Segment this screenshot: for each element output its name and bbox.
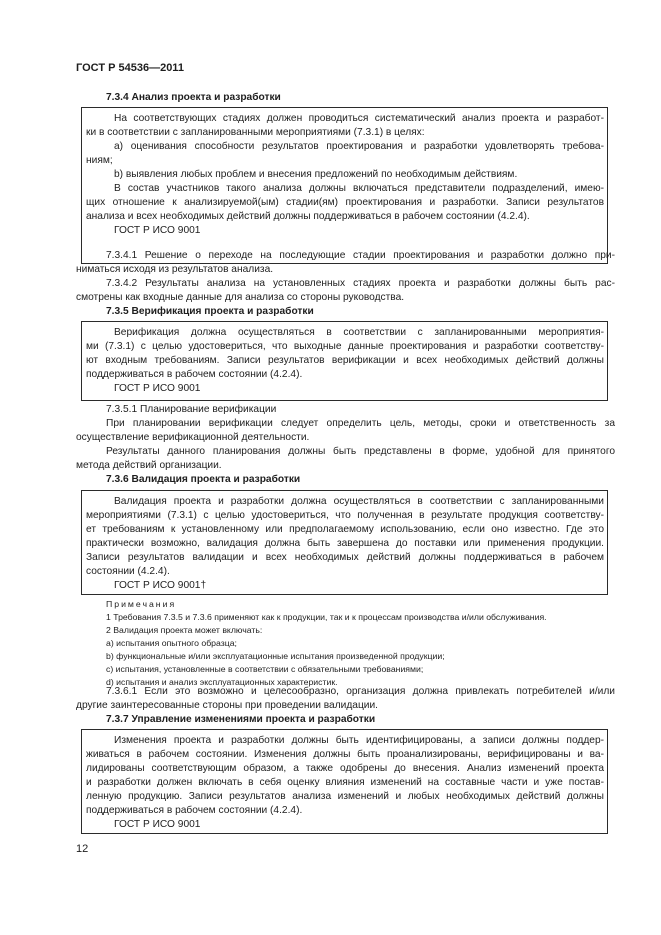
box-line: ют входным требованиям. Записи результатов верификации и всех необходимых действий должны	[86, 355, 604, 366]
subsection-title: 7.3.5.1 Планирование верификации	[106, 404, 277, 415]
box-line: Изменения проекта и разработки должны быть идентифицированы, а записи должны поддер-	[114, 735, 604, 746]
paragraph-line: При планировании верификации следует определить цель, методы, сроки и ответственность за	[106, 418, 615, 429]
quote-box-7-3-6	[81, 490, 608, 595]
note-item: 1 Требования 7.3.5 и 7.3.6 применяют как к продукции, так и к процессам производства и/или обслуживания.	[106, 612, 547, 622]
heading-7-3-4: 7.3.4 Анализ проекта и разработки	[106, 92, 281, 103]
box-line: поддерживаться в рабочем состоянии (4.2.4).	[86, 369, 303, 380]
quote-box-7-3-5	[81, 321, 608, 401]
paragraph-line: ниматься исходя из результатов анализа.	[76, 264, 274, 275]
box-line: ниям;	[86, 155, 113, 166]
box-line: ми (7.3.1) с целью удостовериться, что выходные данные проектирования и разработки соответству-	[86, 341, 604, 352]
note-item: d) испытания и анализ эксплуатационных характеристик.	[106, 677, 338, 687]
box-line: состоянии (4.2.4).	[86, 566, 170, 577]
box-line: лидированы соответствующим образом, а также одобрены до внесения. Анализ изменений проекта	[86, 763, 604, 774]
note-item: c) испытания, установленные в соответствии с обязательными требованиями;	[106, 664, 424, 674]
paragraph-line: Результаты данного планирования должны быть представлены в форме, удобной для принятого	[106, 446, 615, 457]
paragraph-line: метода действий организации.	[76, 460, 222, 471]
paragraph-line: смотрены как входные данные для анализа со стороны руководства.	[76, 292, 405, 303]
box-line: анализа и всех необходимых действий должны поддерживаться в рабочем состоянии (4.2.4).	[86, 211, 530, 222]
box-line: поддерживаться в рабочем состоянии (4.2.4).	[86, 805, 303, 816]
box-line: Записи результатов валидации и всех необходимых действий должны поддерживаться в рабочем	[86, 552, 604, 563]
box-line: Верификация должна осуществляться в соответствии с запланированными мероприятия-	[114, 327, 604, 338]
source-reference: ГОСТ Р ИСО 9001	[114, 383, 201, 394]
paragraph-line: 7.3.4.2 Результаты анализа на установленных стадиях проекта и разработки должны быть рас-	[106, 278, 615, 289]
note-item: 2 Валидация проекта может включать:	[106, 625, 263, 635]
box-line: ленную продукцию. Записи результатов анализа изменений и любых необходимых действий должны	[86, 791, 604, 802]
paragraph-line: 7.3.4.1 Решение о переходе на последующие стадии проектирования и разработки должно при-	[106, 250, 615, 261]
box-line: живаться в рабочем состоянии. Изменения должны быть проанализированы, верифицированы и ва-	[86, 749, 604, 760]
source-reference: ГОСТ Р ИСО 9001†	[114, 580, 207, 591]
quote-box-7-3-4	[81, 107, 608, 264]
standard-header: ГОСТ Р 54536—2011	[76, 62, 184, 74]
heading-7-3-6: 7.3.6 Валидация проекта и разработки	[106, 474, 301, 485]
box-line: а) оценивания способности результатов проектирования и разработки удовлетворять требова-	[114, 141, 604, 152]
box-line: В состав участников такого анализа должны включаться представители подразделений, имею-	[114, 183, 604, 194]
box-line: практически возможно, валидация должна быть завершена до поставки или применения продукции.	[86, 538, 604, 549]
box-line: Валидация проекта и разработки должна осуществляться в соответствии с запланированными	[114, 496, 604, 507]
box-line: мероприятиями (7.3.1) с целью удостовериться, что полученная в результате продукция соответству-	[86, 510, 604, 521]
box-line: щих отношение к анализируемой(ым) стадии(ям) проектирования и разработки. Записи результатов	[86, 197, 604, 208]
note-item: а) испытания опытного образца;	[106, 638, 237, 648]
box-line: ет требованиям к установленному или предполагаемому использованию, если оно известно. Где это	[86, 524, 604, 535]
quote-box-7-3-7	[81, 729, 608, 834]
box-line: ки в соответствии с запланированными мероприятиями (7.3.1) в целях:	[86, 127, 425, 138]
heading-7-3-7: 7.3.7 Управление изменениями проекта и разработки	[106, 714, 376, 725]
paragraph-line: другие заинтересованные стороны при проведении валидации.	[76, 700, 379, 711]
note-item: b) функциональные и/или эксплуатационные испытания произведенной продукции;	[106, 651, 445, 661]
paragraph-line: 7.3.6.1 Если это возможно и целесообразно, организация должна привлекать потребителей и/или	[106, 686, 615, 697]
box-line: и разработки должен включать в себя оценку влияния изменений на составные части и уже постав-	[86, 777, 604, 788]
heading-7-3-5: 7.3.5 Верификация проекта и разработки	[106, 306, 314, 317]
box-line: На соответствующих стадиях должен проводиться систематический анализ проекта и разработ-	[114, 113, 604, 124]
paragraph-line: осуществление верификационной деятельности.	[76, 432, 310, 443]
source-reference: ГОСТ Р ИСО 9001	[114, 225, 201, 236]
box-line: b) выявления любых проблем и внесения предложений по необходимым действиям.	[114, 169, 518, 180]
source-reference: ГОСТ Р ИСО 9001	[114, 819, 201, 830]
page-number: 12	[76, 843, 89, 855]
notes-title: Примечания	[106, 599, 177, 609]
